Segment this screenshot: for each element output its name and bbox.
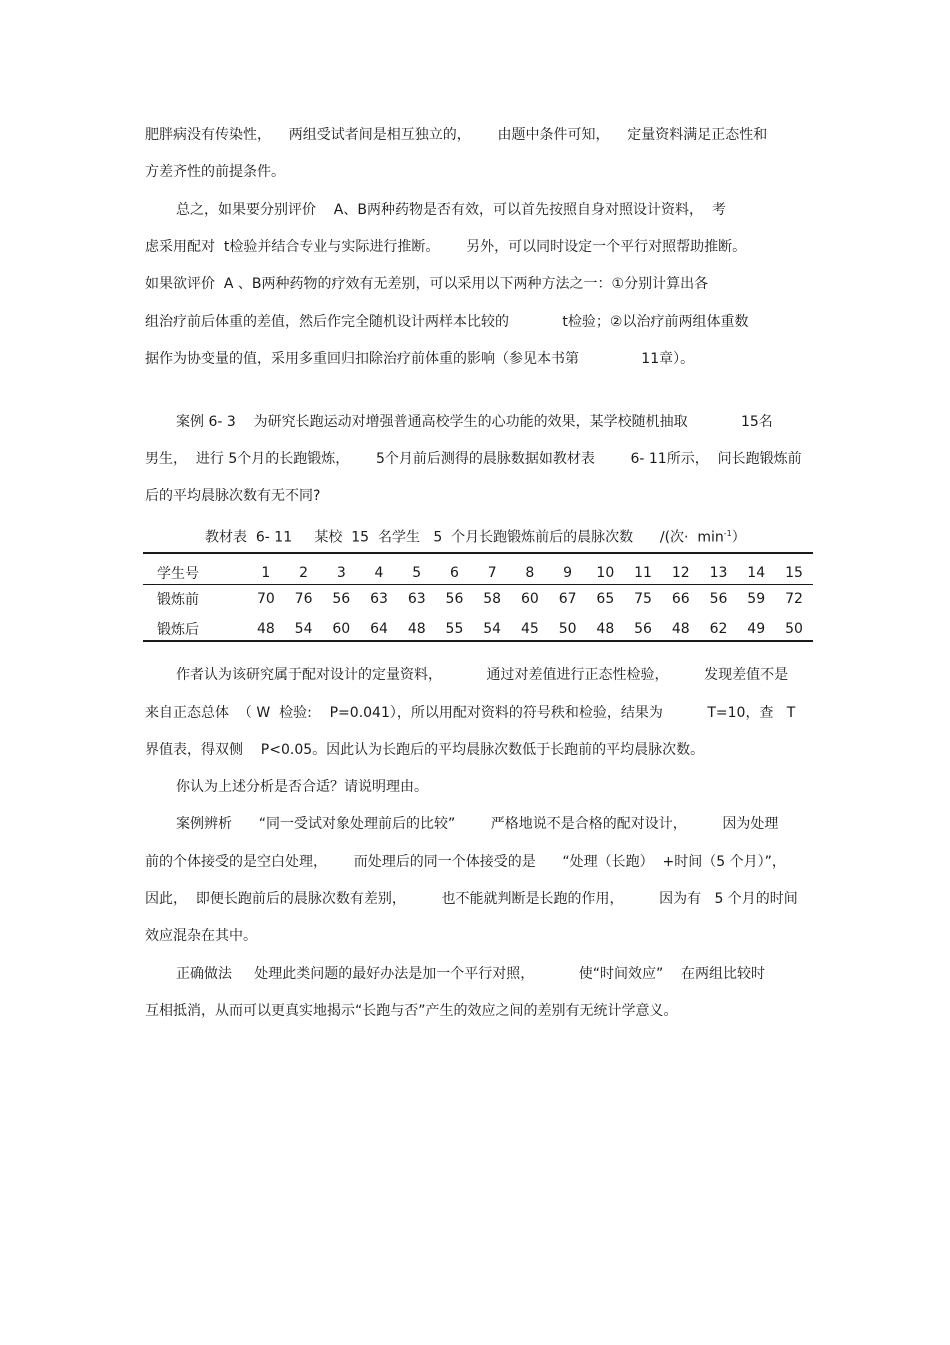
table-cell: 5 [412,565,422,581]
body-text-line: 作者认为该研究属于配对设计的定量资料， 通过对差值进行正态性检验， 发现差值不是 [176,667,789,683]
method-text-line: 正确做法 处理此类问题的最好办法是加一个平行对照， 使“时间效应” 在两组比较时 [176,966,766,982]
table-cell: 67 [558,591,577,607]
table-cell: 56 [445,591,464,607]
body-text-line: 方差齐性的前提条件。 [145,164,285,180]
table-cell: 48 [256,621,275,637]
table-cell: 54 [294,621,313,637]
table-cell: 63 [370,591,388,607]
table-cell: 48 [407,621,426,637]
table-caption-superscript: -1 [723,529,732,538]
table-cell: 50 [558,621,577,637]
body-text-line: 肥胖病没有传染性， 两组受试者间是相互独立的， 由题中条件可知， 定量资料满足正态性和 [145,127,768,143]
table-cell: 58 [483,591,502,607]
table-cell: 60 [520,591,539,607]
table-cell: 14 [747,565,766,581]
body-text-line: 虑采用配对 t检验并结合专业与实际进行推断。 另外，可以同时设定一个平行对照帮助推断。 [145,239,747,255]
table-cell: 55 [445,621,464,637]
question-text-line: 你认为上述分析是否合适？请说明理由。 [176,779,428,795]
table-cell: 63 [407,591,426,607]
table-cell: 56 [709,591,728,607]
body-text-line: 组治疗前后体重的差值，然后作完全随机设计两样本比较的 t检验；②以治疗前两组体重数 [145,314,749,330]
table-cell: 59 [747,591,766,607]
table-cell: 62 [709,621,728,637]
table-cell: 60 [332,621,351,637]
table-cell: 10 [596,565,615,581]
body-text-line: 来自正态总体 （ W 检验: P=0.041），所以用配对资料的符号秩和检验，结果为 T=10，查 T [145,705,796,721]
table-cell: 4 [374,565,384,581]
data-table [143,562,813,644]
body-text-line: 据作为协变量的值，采用多重回归扣除治疗前体重的影响（参见本书第 11章）。 [145,351,695,367]
table-cell: 2 [299,565,309,581]
table-header-row [143,562,813,584]
table-top-rule [143,552,813,554]
analysis-text-line: 前的个体接受的是空白处理， 而处理后的同一个体接受的是 “处理（长跑） +时间（5 个月）”， [145,854,786,870]
table-caption-text: 教材表 6- 11 某校 15 名学生 5 个月长跑锻炼前后的晨脉次数 /(次· min [205,529,724,546]
table-row-label: 锻炼前 [157,592,199,608]
body-text-line: 如果欲评价 A 、B两种药物的疗效有无差别，可以采用以下两种方法之一：①分别计算出各 [145,276,709,292]
table-cell: 64 [370,621,388,637]
table-cell: 9 [563,565,573,581]
body-text-line: 总之，如果要分别评价 A、B两种药物是否有效，可以首先按照自身对照设计资料， 考 [176,202,726,218]
table-cell: 7 [487,565,497,581]
table-cell: 3 [336,565,346,581]
table-cell: 8 [525,565,535,581]
table-cell: 66 [671,591,690,607]
body-text-line: 界值表，得双侧 P<0.05。因此认为长跑后的平均晨脉次数低于长跑前的平均晨脉次数。 [145,742,705,758]
table-cell: 12 [671,565,690,581]
table-cell: 1 [261,565,271,581]
table-cell: 13 [709,565,728,581]
case-text-line: 案例 6- 3 为研究长跑运动对增强普通高校学生的心功能的效果，某学校随机抽取 15名 [176,414,773,430]
table-cell: 56 [634,621,652,637]
table-cell: 50 [785,621,803,637]
method-text-line: 互相抵消，从而可以更真实地揭示“长跑与否”产生的效应之间的差别有无统计学意义。 [145,1003,678,1019]
analysis-text-line: 因此， 即便长跑前后的晨脉次数有差别， 也不能就判断是长跑的作用， 因为有 5 个月的时间 [145,891,798,907]
table-row [143,614,813,644]
table-cell: 56 [332,591,351,607]
table-row [143,584,813,614]
table-cell: 48 [596,621,615,637]
table-cell: 54 [483,621,502,637]
case-text-line: 男生， 进行 5个月的长跑锻炼， 5个月前后测得的晨脉数据如教材表 6- 11所示， 问长跑锻炼前 [145,451,802,467]
table-caption [205,524,746,548]
table-cell: 72 [785,591,803,607]
table-cell: 65 [596,591,615,607]
table-cell: 49 [747,621,766,637]
table-cell: 6 [449,565,459,581]
table-cell: 48 [671,621,690,637]
table-cell: 75 [634,591,652,607]
table-row-label: 学生号 [157,566,199,582]
table-cell: 11 [634,565,652,581]
table-cell: 15 [785,565,803,581]
table-cell: 45 [520,621,539,637]
table-caption-close: ） [731,529,746,546]
analysis-text-line: 案例辨析 “同一受试对象处理前后的比较” 严格地说不是合格的配对设计， 因为处理 [176,816,779,832]
table-row-label: 锻炼后 [157,622,199,638]
table-cell: 70 [256,591,275,607]
table-cell: 76 [294,591,313,607]
case-text-line: 后的平均晨脉次数有无不同? [145,488,321,504]
analysis-text-line: 效应混杂在其中。 [145,928,257,944]
